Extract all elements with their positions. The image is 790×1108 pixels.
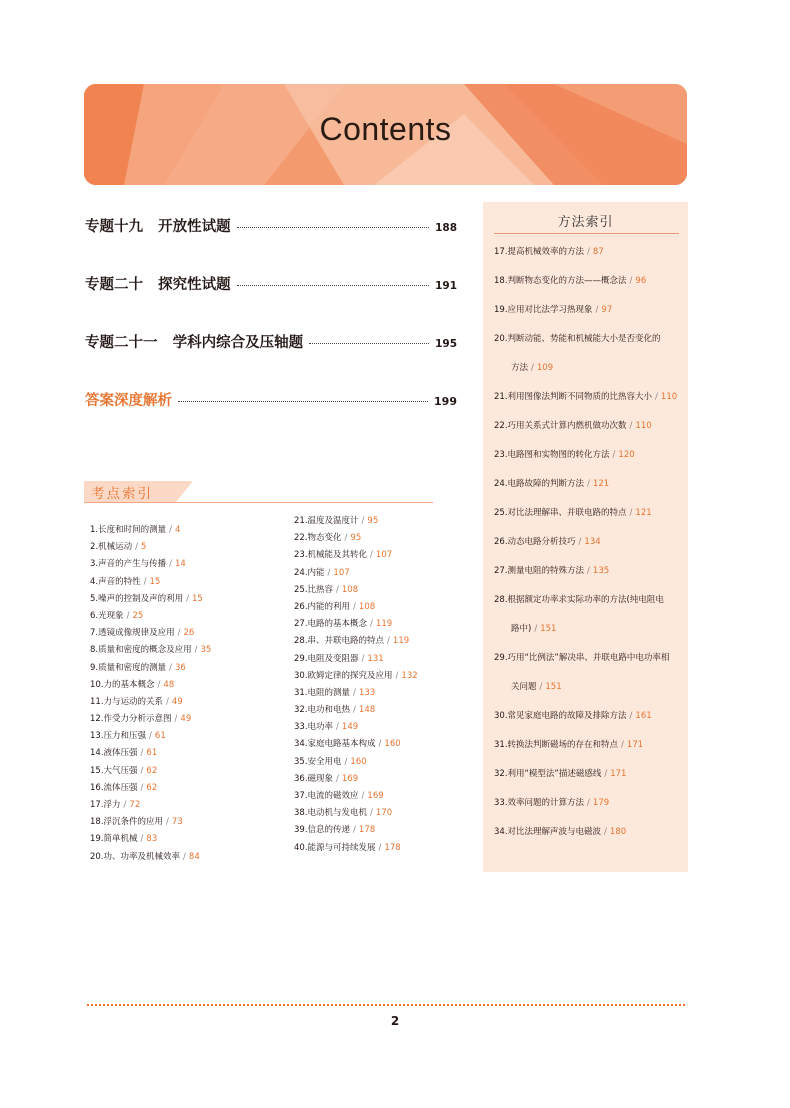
index-item-page: 95 (350, 533, 362, 544)
slash-separator: / (194, 645, 198, 656)
index-item[interactable] (494, 470, 684, 499)
index-item-page: 48 (163, 679, 175, 690)
index-item[interactable] (90, 608, 280, 625)
index-item[interactable] (494, 383, 684, 412)
index-item-text: 40.能源与可持续发展 (294, 842, 376, 853)
index-item-page: 169 (341, 773, 359, 784)
index-item[interactable] (494, 731, 684, 760)
index-item-page: 120 (618, 450, 635, 460)
slash-separator: / (353, 687, 356, 698)
index-item-page: 36 (175, 662, 186, 673)
index-item[interactable] (294, 771, 484, 788)
fangfa-title: 方法索引 (557, 215, 614, 230)
slash-separator: / (578, 537, 582, 547)
index-item[interactable] (294, 702, 484, 719)
page-title: Contents (319, 111, 452, 147)
index-item-page: 151 (540, 624, 557, 634)
index-item[interactable] (494, 702, 684, 731)
index-item-text: 19.应用对比法学习热现象 (494, 305, 593, 315)
index-item[interactable] (90, 797, 280, 814)
index-item-page: 61 (154, 731, 166, 742)
index-item-page: 171 (626, 740, 644, 750)
index-item-page: 160 (350, 756, 367, 767)
toc-entry-page: 191 (435, 280, 457, 292)
index-item-text: 28.根据额定功率求实际功率的方法(纯电阻电 (494, 595, 664, 605)
slash-separator: / (336, 722, 339, 733)
index-item[interactable] (294, 565, 484, 582)
contents-banner (84, 84, 687, 185)
kaodian-tab (84, 481, 176, 502)
index-item[interactable] (294, 719, 484, 736)
fangfa-divider (494, 233, 679, 234)
index-item-text: 路中) (511, 624, 532, 634)
index-item[interactable] (494, 296, 684, 325)
index-item-page: 15 (192, 593, 203, 604)
index-item[interactable] (294, 633, 484, 650)
kaodian-list-left (90, 522, 280, 866)
index-item-page: 108 (341, 584, 359, 595)
index-item-text: 30.欧姆定律的探究及应用 (294, 670, 393, 681)
index-item-text: 22.物态变化 (294, 533, 342, 544)
index-item[interactable] (294, 582, 484, 599)
index-item[interactable] (90, 556, 280, 573)
index-item-page: 84 (188, 851, 200, 862)
slash-separator: / (336, 584, 339, 595)
kaodian-list-right (294, 513, 484, 857)
slash-separator: / (370, 550, 373, 561)
index-item-text: 31.电阻的测量 (294, 687, 351, 698)
index-item-page: 61 (146, 748, 158, 759)
slash-separator: / (604, 769, 608, 779)
index-item-text: 24.电路故障的判断方法 (494, 479, 585, 489)
slash-separator: / (353, 601, 356, 612)
toc-entry[interactable] (85, 331, 457, 352)
index-item[interactable] (294, 530, 484, 547)
index-item-page: 49 (171, 696, 183, 707)
slash-separator: / (166, 817, 169, 828)
slash-separator: / (123, 800, 127, 810)
index-item-text: 26.内能的利用 (294, 601, 351, 612)
index-item[interactable] (294, 599, 484, 616)
index-item-page: 178 (384, 842, 401, 853)
index-item-page: 14 (175, 559, 186, 570)
toc-entry-title: 专题十九 开放性试题 (85, 219, 231, 235)
index-item-text: 11.力与运动的关系 (90, 696, 164, 707)
slash-separator: / (621, 740, 624, 750)
slash-separator: / (336, 773, 339, 784)
index-item[interactable] (494, 818, 684, 847)
slash-separator: / (140, 834, 144, 845)
slash-separator: / (587, 479, 590, 489)
slash-separator: / (629, 508, 633, 518)
index-item-text: 10.力的基本概念 (90, 679, 155, 690)
slash-separator: / (595, 305, 599, 315)
index-item-page: 95 (367, 516, 379, 526)
index-item[interactable] (494, 238, 684, 267)
index-item-page: 26 (183, 628, 195, 639)
slash-separator: / (395, 670, 399, 681)
index-item-text: 34.对比法理解声波与电磁波 (494, 827, 602, 837)
index-item[interactable] (90, 591, 280, 608)
index-item[interactable] (494, 586, 684, 615)
index-item[interactable] (294, 754, 484, 771)
slash-separator: / (344, 533, 348, 544)
index-item-text: 36.磁现象 (294, 773, 334, 784)
fangfa-index-panel (483, 202, 688, 872)
index-item-text: 16.流体压强 (90, 782, 138, 793)
slash-separator: / (361, 653, 365, 664)
slash-separator: / (327, 567, 331, 578)
index-item[interactable] (90, 660, 280, 677)
index-item-page: 73 (171, 817, 183, 828)
index-item[interactable] (294, 840, 484, 857)
index-item-page: 83 (146, 834, 158, 845)
index-item-page: 15 (149, 576, 161, 587)
index-item-page: 110 (635, 421, 652, 431)
slash-separator: / (149, 731, 152, 742)
kaodian-index-header (84, 481, 433, 503)
toc-entry-title: 专题二十一 学科内综合及压轴题 (85, 335, 304, 351)
index-item-text: 23.电路图和实物图的转化方法 (494, 450, 610, 460)
slash-separator: / (587, 247, 590, 257)
index-item-text: 15.大气压强 (90, 765, 138, 776)
slash-separator: / (174, 714, 178, 725)
index-item-page: 107 (333, 567, 350, 578)
index-item-text: 32.电功和电热 (294, 705, 351, 716)
index-item[interactable] (294, 651, 484, 668)
index-item-text: 19.简单机械 (90, 834, 138, 845)
index-item[interactable] (90, 677, 280, 694)
slash-separator: / (587, 566, 590, 576)
slash-separator: / (126, 610, 130, 621)
index-item-text: 33.效率问题的计算方法 (494, 798, 585, 808)
index-item-page: 149 (341, 722, 359, 733)
index-item-text: 4.声音的特性 (90, 576, 141, 587)
index-item[interactable] (494, 760, 684, 789)
toc-entry-page: 188 (435, 222, 457, 234)
index-item-text: 27.测量电阻的特殊方法 (494, 566, 585, 576)
index-item-text: 关问题 (511, 682, 537, 692)
index-item-page: 96 (635, 276, 647, 286)
index-item-page: 135 (592, 566, 610, 576)
index-item[interactable] (294, 685, 484, 702)
index-item-text: 31.转换法判断磁场的存在和特点 (494, 740, 619, 750)
index-item-text: 21.温度及温度计 (294, 516, 359, 526)
index-item-page: 107 (375, 550, 393, 561)
index-item-page: 160 (384, 739, 401, 750)
index-item[interactable] (294, 788, 484, 805)
slash-separator: / (169, 662, 172, 673)
index-item[interactable] (90, 831, 280, 848)
index-item[interactable] (494, 644, 684, 673)
index-item[interactable] (494, 615, 684, 644)
index-item[interactable] (494, 325, 684, 354)
index-item[interactable] (494, 441, 684, 470)
index-item-page: 171 (610, 769, 627, 779)
index-item-text: 方法 (511, 363, 529, 373)
toc-entry[interactable] (85, 273, 457, 294)
index-item-page: 161 (635, 711, 652, 721)
index-item-page: 62 (146, 782, 158, 793)
index-item-text: 20.功、功率及机械效率 (90, 851, 181, 862)
index-item-text: 18.浮沉条件的应用 (90, 817, 164, 828)
index-item-page: 109 (536, 363, 554, 373)
index-item-text: 27.电路的基本概念 (294, 619, 368, 630)
index-item-page: 25 (132, 610, 144, 621)
index-item-text: 5.噪声的控制及声的利用 (90, 593, 184, 604)
index-item-page: 180 (609, 827, 627, 837)
slash-separator: / (534, 624, 538, 634)
index-item-text: 17.浮力 (90, 800, 121, 810)
kaodian-title: 考点索引 (91, 486, 153, 502)
index-item[interactable] (294, 736, 484, 753)
index-item-text: 39.信息的传递 (294, 825, 351, 836)
toc-entry-page: 199 (434, 395, 457, 408)
index-item-text: 24.内能 (294, 567, 325, 578)
index-item-page: 49 (180, 714, 192, 725)
index-item[interactable] (90, 539, 280, 556)
index-item[interactable] (494, 499, 684, 528)
index-item-page: 151 (545, 682, 562, 692)
toc-entry-answers[interactable] (85, 389, 457, 410)
toc-entry-title: 答案深度解析 (85, 393, 172, 409)
index-item[interactable] (494, 412, 684, 441)
slash-separator: / (612, 450, 616, 460)
index-item-text: 33.电功率 (294, 722, 334, 733)
index-item-text: 29.电阻及变阻器 (294, 653, 359, 664)
index-item-page: 119 (375, 619, 393, 630)
index-item-text: 3.声音的产生与传播 (90, 559, 167, 570)
index-item-page: 108 (358, 601, 376, 612)
toc-leader-dots (237, 285, 429, 286)
index-item[interactable] (294, 513, 484, 530)
index-item[interactable] (294, 805, 484, 822)
index-item[interactable] (494, 673, 684, 702)
slash-separator: / (186, 593, 189, 604)
slash-separator: / (140, 765, 144, 776)
slash-separator: / (629, 276, 633, 286)
slash-separator: / (166, 696, 169, 707)
slash-separator: / (629, 711, 633, 721)
slash-separator: / (183, 851, 186, 862)
slash-separator: / (169, 525, 172, 535)
index-item[interactable] (90, 625, 280, 642)
slash-separator: / (157, 679, 161, 690)
slash-separator: / (370, 619, 373, 630)
footer-divider (87, 1004, 685, 1006)
fangfa-list (494, 238, 684, 847)
index-item[interactable] (90, 814, 280, 831)
index-item-page: 179 (592, 798, 610, 808)
index-item-text: 25.比热容 (294, 584, 334, 595)
index-item-page: 131 (367, 653, 384, 664)
index-item-page: 148 (358, 705, 376, 716)
index-item-page: 169 (367, 791, 384, 801)
index-item-text: 17.提高机械效率的方法 (494, 247, 585, 257)
page-number: 2 (390, 1014, 400, 1028)
index-item-page: 87 (592, 247, 604, 257)
slash-separator: / (655, 392, 658, 402)
index-item[interactable] (90, 780, 280, 797)
toc-entry-page: 195 (435, 338, 457, 350)
index-item-page: 110 (660, 392, 678, 402)
toc-entry[interactable] (85, 215, 457, 236)
index-item[interactable] (90, 642, 280, 659)
index-item-page: 4 (175, 525, 181, 535)
index-item-text: 9.质量和密度的测量 (90, 662, 167, 673)
index-item-text: 2.机械运动 (90, 542, 133, 553)
index-item-page: 72 (129, 800, 141, 810)
index-item-text: 6.光现象 (90, 610, 124, 621)
index-item-text: 8.质量和密度的概念及应用 (90, 645, 192, 656)
toc-leader-dots (178, 401, 428, 402)
slash-separator: / (587, 798, 590, 808)
index-item-text: 13.压力和压强 (90, 731, 147, 742)
index-item-page: 134 (584, 537, 601, 547)
slash-separator: / (370, 808, 373, 819)
index-item-text: 1.长度和时间的测量 (90, 525, 167, 535)
index-item-page: 178 (358, 825, 376, 836)
index-item[interactable] (90, 849, 280, 866)
slash-separator: / (135, 542, 138, 553)
slash-separator: / (387, 636, 390, 647)
index-item[interactable] (494, 557, 684, 586)
slash-separator: / (177, 628, 181, 639)
index-item[interactable] (90, 711, 280, 728)
slash-separator: / (539, 682, 543, 692)
index-item-text: 32.利用“模型法”描述磁感线 (494, 769, 602, 779)
index-item-text: 20.判断动能、势能和机械能大小是否变化的 (494, 334, 661, 344)
index-item-page: 35 (200, 645, 212, 656)
index-item-page: 132 (401, 670, 418, 681)
index-item-text: 28.串、并联电路的特点 (294, 636, 385, 647)
slash-separator: / (531, 363, 534, 373)
index-item-page: 170 (375, 808, 393, 819)
index-item[interactable] (294, 668, 484, 685)
index-item-page: 133 (358, 687, 376, 698)
slash-separator: / (378, 842, 382, 853)
index-item-page: 119 (392, 636, 410, 647)
slash-separator: / (140, 748, 144, 759)
index-item-text: 18.判断物态变化的方法——概念法 (494, 276, 627, 286)
index-item-text: 7.透镜成像规律及应用 (90, 628, 175, 639)
index-item-text: 35.安全用电 (294, 756, 342, 767)
index-item-text: 30.常见家庭电路的故障及排除方法 (494, 711, 627, 721)
index-item-text: 38.电动机与发电机 (294, 808, 368, 819)
index-item[interactable] (494, 528, 684, 557)
index-item[interactable] (90, 522, 280, 539)
index-item-text: 34.家庭电路基本构成 (294, 739, 376, 750)
index-item[interactable] (294, 547, 484, 564)
index-item[interactable] (90, 574, 280, 591)
index-item-text: 29.巧用“比例法”解决串、并联电路中电功率相 (494, 653, 670, 663)
index-item-page: 121 (635, 508, 652, 518)
slash-separator: / (353, 825, 356, 836)
index-item[interactable] (90, 728, 280, 745)
index-item[interactable] (494, 789, 684, 818)
kaodian-divider (84, 502, 433, 503)
slash-separator: / (344, 756, 348, 767)
slash-separator: / (169, 559, 172, 570)
index-item-page: 5 (141, 542, 147, 553)
index-item-text: 37.电流的磁效应 (294, 791, 359, 801)
index-item-text: 14.液体压强 (90, 748, 138, 759)
toc-leader-dots (309, 343, 429, 344)
index-item-page: 62 (146, 765, 158, 776)
slash-separator: / (629, 421, 633, 431)
index-item[interactable] (294, 616, 484, 633)
index-item[interactable] (90, 763, 280, 780)
slash-separator: / (604, 827, 607, 837)
slash-separator: / (378, 739, 382, 750)
slash-separator: / (140, 782, 144, 793)
index-item[interactable] (90, 694, 280, 711)
slash-separator: / (353, 705, 356, 716)
index-item[interactable] (494, 267, 684, 296)
index-item[interactable] (494, 354, 684, 383)
toc-leader-dots (237, 227, 429, 228)
slash-separator: / (361, 516, 365, 526)
slash-separator: / (361, 791, 365, 801)
index-item-text: 26.动态电路分析技巧 (494, 537, 576, 547)
slash-separator: / (143, 576, 147, 587)
index-item[interactable] (294, 822, 484, 839)
index-item-text: 25.对比法理解串、并联电路的特点 (494, 508, 627, 518)
index-item-page: 121 (592, 479, 610, 489)
index-item-text: 23.机械能及其转化 (294, 550, 368, 561)
index-item-text: 21.利用图像法判断不同物质的比热容大小 (494, 392, 653, 402)
index-item-page: 97 (601, 305, 613, 315)
index-item[interactable] (90, 745, 280, 762)
index-item-text: 22.巧用关系式计算内燃机做功次数 (494, 421, 627, 431)
index-item-text: 12.作受力分析示意图 (90, 714, 172, 725)
toc-entry-title: 专题二十 探究性试题 (85, 277, 231, 293)
